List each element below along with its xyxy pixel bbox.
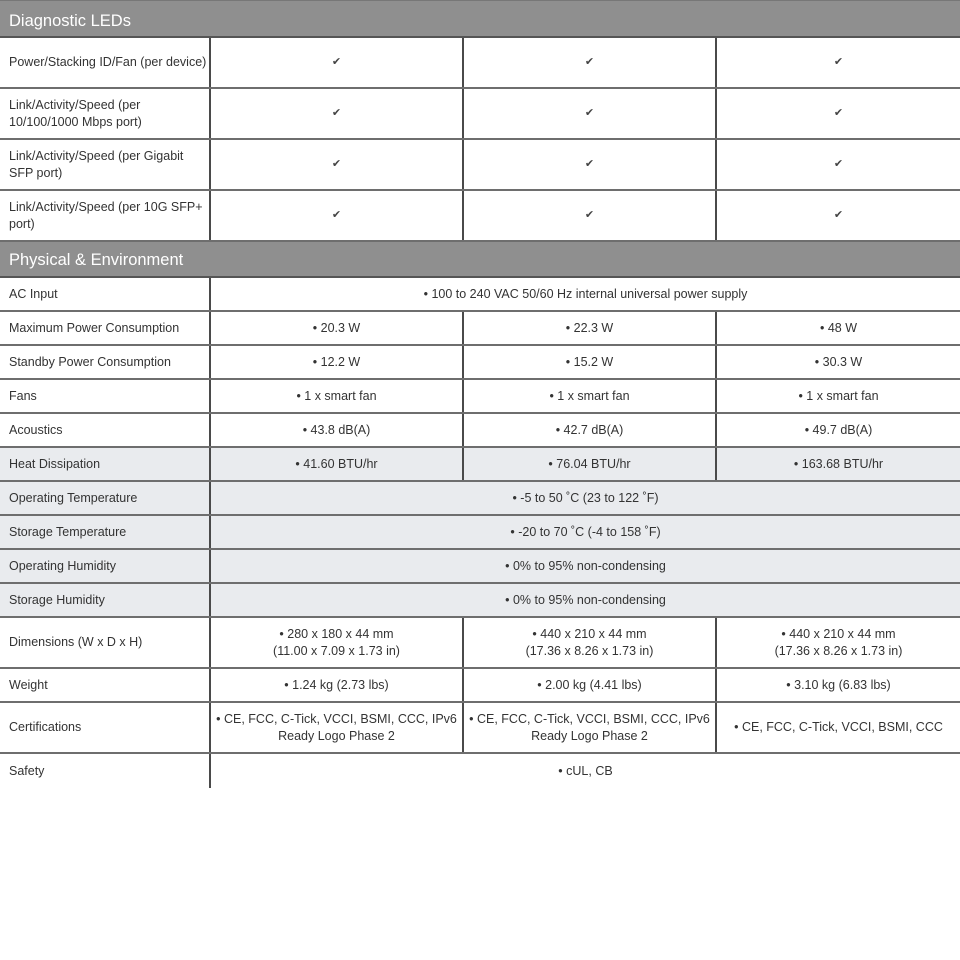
table-row [0,618,960,669]
row-value: • 280 x 180 x 44 mm (11.00 x 7.09 x 1.73 in) [211,618,464,667]
row-value: • 440 x 210 x 44 mm (17.36 x 8.26 x 1.73 in) [774,626,903,658]
row-label: Acoustics [0,414,211,446]
check-icon: ✔ [833,56,844,68]
table-row [0,448,960,482]
row-label: Link/Activity/Speed (per 10G SFP+ port) [0,191,211,240]
table-row [0,703,960,754]
row-value: • 440 x 210 x 44 mm (17.36 x 8.26 x 1.73 in) [464,618,717,667]
table-row [0,754,960,788]
check-icon: ✔ [833,107,844,119]
row-value: • -5 to 50 ˚C (23 to 122 ˚F) [211,482,960,514]
row-value: • 42.7 dB(A) [464,414,717,446]
table-row [0,38,960,89]
check-icon: ✔ [833,209,844,221]
section-header-diagnostic-leds: Diagnostic LEDs [0,0,960,38]
table-row [0,516,960,550]
row-label: Heat Dissipation [0,448,211,480]
row-label: Fans [0,380,211,412]
row-label: Weight [0,669,211,701]
row-value: • 48 W [819,320,858,335]
row-value: • 49.7 dB(A) [804,422,873,437]
check-icon: ✔ [464,38,717,87]
row-value: • 1.24 kg (2.73 lbs) [211,669,464,701]
row-value: • 1 x smart fan [464,380,717,412]
table-row [0,550,960,584]
table-row [0,584,960,618]
row-value: • cUL, CB [558,763,613,778]
row-value: • 1 x smart fan [211,380,464,412]
row-value: • 100 to 240 VAC 50/60 Hz internal universal power supply [423,286,748,301]
check-icon: ✔ [211,89,464,138]
row-value: • 1 x smart fan [798,388,879,403]
check-icon: ✔ [464,191,717,240]
row-label: Storage Humidity [0,584,211,616]
row-label: Power/Stacking ID/Fan (per device) [0,38,211,87]
row-label: Operating Humidity [0,550,211,582]
row-value: • 43.8 dB(A) [211,414,464,446]
row-label: Certifications [0,703,211,752]
row-value: • 12.2 W [211,346,464,378]
check-icon: ✔ [464,89,717,138]
row-value: • CE, FCC, C-Tick, VCCI, BSMI, CCC [734,720,943,734]
row-label: Standby Power Consumption [0,346,211,378]
table-row [0,278,960,312]
row-label: Maximum Power Consumption [0,312,211,344]
row-value: • 20.3 W [211,312,464,344]
row-label: Link/Activity/Speed (per Gigabit SFP port) [0,140,211,189]
row-value: • 41.60 BTU/hr [211,448,464,480]
check-icon: ✔ [211,140,464,189]
table-row [0,346,960,380]
check-icon: ✔ [211,191,464,240]
section-header-physical-environment: Physical & Environment [0,242,960,278]
table-row [0,414,960,448]
check-icon: ✔ [833,158,844,170]
row-label: Storage Temperature [0,516,211,548]
table-row [0,380,960,414]
row-value: • 163.68 BTU/hr [717,448,960,480]
row-value: • 3.10 kg (6.83 lbs) [786,677,891,692]
row-value: • 15.2 W [464,346,717,378]
table-row [0,191,960,242]
row-value: • CE, FCC, C-Tick, VCCI, BSMI, CCC, IPv6 Ready Logo Phase 2 [464,703,717,752]
row-value: • 0% to 95% non-condensing [211,584,960,616]
row-label: AC Input [0,278,211,310]
table-row [0,669,960,703]
row-value: • 0% to 95% non-condensing [211,550,960,582]
row-value: • 30.3 W [814,354,863,369]
row-value: • 2.00 kg (4.41 lbs) [464,669,717,701]
table-row [0,482,960,516]
check-icon: ✔ [464,140,717,189]
row-label: Safety [0,754,211,788]
row-label: Dimensions (W x D x H) [0,618,211,667]
row-value: • CE, FCC, C-Tick, VCCI, BSMI, CCC, IPv6 Ready Logo Phase 2 [211,703,464,752]
row-label: Link/Activity/Speed (per 10/100/1000 Mbps port) [0,89,211,138]
row-value: • 76.04 BTU/hr [464,448,717,480]
row-value: • -20 to 70 ˚C (-4 to 158 ˚F) [211,516,960,548]
table-row [0,312,960,346]
row-value: • 22.3 W [464,312,717,344]
table-row [0,140,960,191]
table-row [0,89,960,140]
row-label: Operating Temperature [0,482,211,514]
check-icon: ✔ [211,38,464,87]
